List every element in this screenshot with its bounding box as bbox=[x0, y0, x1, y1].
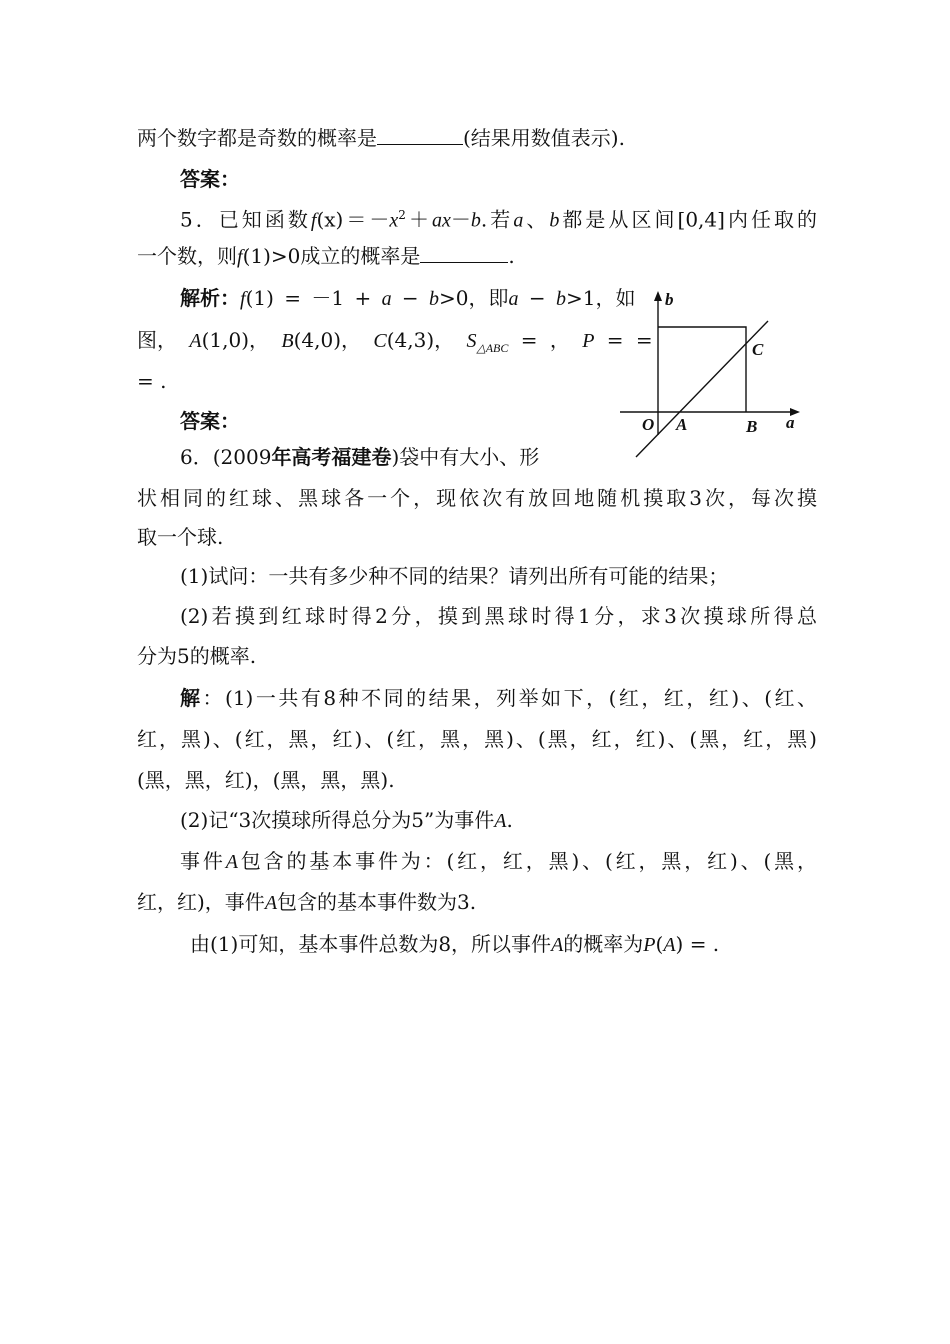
q6-line-2: 状相同的红球、黑球各一个，现依次有放回地随机摸取3次，每次摸 bbox=[137, 486, 817, 510]
event-a: A bbox=[551, 934, 564, 956]
answer-blank bbox=[420, 242, 508, 263]
q6-part-2-line-2: 分为5的概率. bbox=[137, 644, 257, 668]
q5-ax: ax bbox=[432, 209, 451, 232]
q5-l2-f: f bbox=[237, 246, 243, 268]
q6-sol-2c-text2: 包含的基本事件数为3. bbox=[277, 890, 477, 914]
q6-l1-tail: )袋中有大小、形 bbox=[391, 445, 540, 469]
label-point-a: A bbox=[676, 415, 688, 434]
line-a-minus-b-eq-1 bbox=[636, 321, 768, 457]
sol-b: b bbox=[429, 288, 440, 310]
q5-square: 2 bbox=[398, 208, 406, 222]
q6-sol-3-text2: 的概率为 bbox=[563, 932, 644, 956]
q6-solution-line-1 bbox=[180, 684, 817, 712]
q5-tail: .若 bbox=[480, 207, 514, 232]
sol-2: − bbox=[391, 286, 430, 310]
q5-line-1 bbox=[180, 201, 817, 235]
q6-part-1: (1)试问：一共有多少种不同的结果？请列出所有可能的结果； bbox=[180, 564, 729, 588]
q5-solution-line-1 bbox=[180, 284, 636, 313]
coord-a: (1,0)， bbox=[201, 328, 269, 352]
q6-sol-2b-text: 事件 bbox=[180, 849, 226, 873]
point-b: B bbox=[281, 330, 294, 352]
q4-text-tail: (结果用数值表示). bbox=[463, 126, 625, 150]
sol-f: f bbox=[240, 288, 246, 310]
q6-solution-label: 解 bbox=[180, 686, 203, 710]
prob-p: P bbox=[582, 330, 595, 352]
q6-solution-line-3: (黑，黑，红)，(黑，黑，黑). bbox=[137, 768, 395, 792]
q6-number: 6．(2009 bbox=[180, 445, 272, 469]
q5-a: a bbox=[513, 209, 524, 232]
q4-text: 两个数字都是奇数的概率是 bbox=[137, 126, 377, 150]
sol-l2-eq: = ， bbox=[508, 328, 570, 352]
sol-a2: a bbox=[508, 288, 519, 310]
sol-l2-0: 图， bbox=[137, 328, 177, 352]
q6-solution-line-7 bbox=[190, 930, 810, 959]
coord-c: (4,3)， bbox=[386, 328, 455, 352]
label-axis-b: b bbox=[665, 290, 674, 309]
sol-b2: b bbox=[556, 288, 567, 310]
sol-4: − bbox=[518, 286, 557, 310]
q6-sol-3-end: ) = . bbox=[675, 932, 720, 956]
q6-solution-line-4 bbox=[180, 806, 817, 835]
q4-line bbox=[137, 124, 817, 152]
q5-answer-label: 答案： bbox=[180, 409, 240, 433]
q6-solution-line-6 bbox=[137, 888, 817, 917]
sol-l2-eq2: = = bbox=[594, 328, 653, 352]
sol-5: >1，如 bbox=[566, 286, 636, 310]
q5-sep: 、 bbox=[523, 207, 550, 232]
q6-sol-2a-text: (2)记“3次摸球所得总分为5”为事件 bbox=[180, 808, 495, 832]
q6-sol-2a-end: . bbox=[506, 808, 513, 832]
q6-source: 年高考福建卷 bbox=[271, 445, 392, 469]
q5-l2-text2: (1)>0成立的概率是 bbox=[242, 244, 421, 268]
q5-x2: x bbox=[389, 209, 399, 232]
answer-blank bbox=[377, 124, 463, 145]
event-a: A bbox=[494, 810, 507, 832]
q5-solution-line-3: = . bbox=[137, 369, 167, 393]
q5-f: f bbox=[310, 209, 317, 232]
area-sub: △ABC bbox=[476, 341, 509, 355]
q6-solution-line-5 bbox=[180, 847, 817, 876]
label-origin: O bbox=[642, 415, 655, 434]
q5-eq: ＝－ bbox=[343, 207, 390, 232]
q5-number: 5．已知函数 bbox=[180, 207, 311, 232]
label-axis-a: a bbox=[786, 413, 795, 432]
q6-line-1 bbox=[180, 443, 600, 471]
q5-l2-end: . bbox=[508, 244, 515, 268]
event-a: A bbox=[225, 851, 238, 873]
event-a: A bbox=[663, 934, 676, 956]
q5-solution-label: 解析： bbox=[180, 286, 240, 310]
q5-solution-line-2 bbox=[137, 326, 653, 362]
q5-b: b bbox=[470, 209, 481, 232]
q6-sol-1a: ：(1)一共有8种不同的结果，列举如下，(红，红，红)、(红、 bbox=[202, 686, 818, 710]
coordinate-figure bbox=[610, 285, 810, 465]
point-a: A bbox=[189, 330, 202, 352]
q5-line-2 bbox=[137, 242, 817, 271]
q6-line-3: 取一个球. bbox=[137, 525, 224, 549]
q5-b2: b bbox=[549, 209, 560, 232]
label-point-b: B bbox=[746, 417, 758, 436]
q5-minus: － bbox=[450, 207, 471, 232]
point-c: C bbox=[373, 330, 387, 352]
q6-sol-2c-text: 红，红)，事件 bbox=[137, 890, 265, 914]
q6-solution-line-2: 红，黑)、(红，黑，红)、(红，黑，黑)、(黑，红，红)、(黑，红，黑) bbox=[137, 727, 817, 751]
prob-p: P bbox=[643, 934, 656, 956]
square-region bbox=[658, 327, 746, 412]
paren-open: ( bbox=[655, 932, 664, 956]
coord-b: (4,0)， bbox=[293, 328, 361, 352]
q6-sol-2b-text2: 包含的基本事件为：(红，红，黑)、(红，黑，红)、(黑， bbox=[237, 849, 817, 873]
sol-1: (1) = －1 + bbox=[245, 286, 382, 310]
label-point-c: C bbox=[752, 340, 764, 359]
event-a: A bbox=[264, 892, 278, 914]
q6-sol-3-text: 由(1)可知，基本事件总数为8，所以事件 bbox=[190, 932, 552, 956]
b-axis-arrow-icon bbox=[654, 291, 662, 301]
q6-part-2-line-1: (2)若摸到红球时得2分，摸到黑球时得1分，求3次摸球所得总 bbox=[180, 604, 817, 628]
area-s: S bbox=[466, 330, 477, 352]
q5-l2-text: 一个数，则 bbox=[137, 244, 237, 268]
q5-x: (x) bbox=[316, 207, 344, 232]
sol-a: a bbox=[381, 288, 392, 310]
sol-3: >0，即 bbox=[439, 286, 509, 310]
q5-plus: ＋ bbox=[405, 207, 432, 232]
q5-tail2: 都是从区间[0,4]内任取的 bbox=[559, 207, 818, 232]
q4-answer-label: 答案： bbox=[180, 167, 240, 191]
